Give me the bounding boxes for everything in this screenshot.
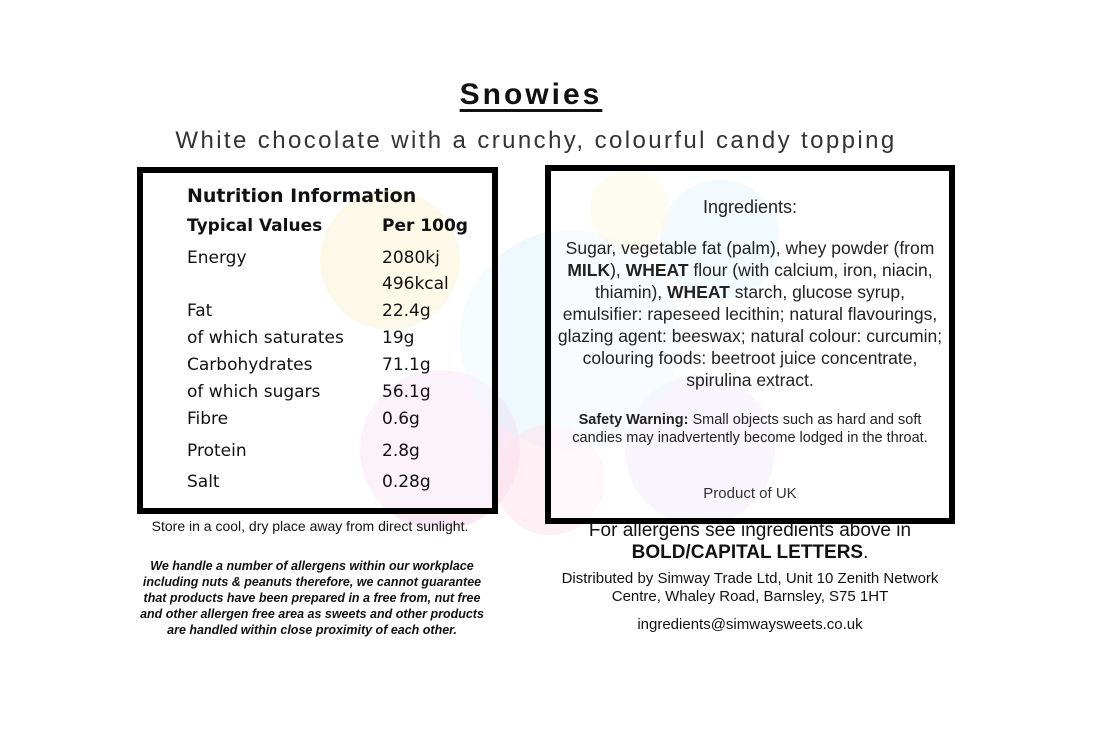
allergen-disclaimer: We handle a number of allergens within our workplace including nuts & peanuts therefore, we cannot guarantee that products have been prepared in a free from, nut free and other allergen free area as sweets and other products are handled within close proximity of each other. — [140, 559, 484, 637]
nutrition-row-value: 56.1g — [382, 382, 431, 402]
distributor-address: Distributed by Simway Trade Ltd, Unit 10 Zenith Network Centre, Whaley Road, Barnsley, S75 1HT — [561, 570, 939, 605]
ingredients-part: starch, glucose syrup, emulsifier: rapeseed lecithin; natural flavourings, glazing agent: beeswax; natural colour: curcumin; colouring foods: beetroot juice concentrate, spirulina extract. — [557, 282, 943, 390]
nutrition-row-value: 2.8g — [382, 441, 420, 461]
safety-warning-label: Safety Warning: — [578, 412, 689, 428]
nutrition-heading: Nutrition Information — [187, 185, 417, 207]
nutrition-row-value: 2080kj — [382, 248, 440, 268]
nutrition-row-value: 0.6g — [382, 409, 420, 429]
contact-email: ingredients@simwaysweets.co.uk — [637, 616, 863, 633]
nutrition-row-value: 71.1g — [382, 355, 431, 375]
ingredients-part: ), — [610, 260, 626, 280]
nutrition-row-label: Energy — [187, 248, 247, 268]
ingredients-part: flour (with calcium, iron, niacin, thiamin), — [595, 260, 933, 302]
nutrition-col-label: Typical Values — [187, 216, 323, 236]
nutrition-row-label: Fat — [187, 301, 213, 321]
ingredients-panel — [545, 165, 955, 524]
nutrition-row-value: 496kcal — [382, 274, 449, 294]
product-title: Snowies — [459, 78, 603, 111]
nutrition-row-label: of which saturates — [187, 328, 344, 348]
nutrition-row-value: 0.28g — [382, 472, 431, 492]
nutrition-row-label: Salt — [187, 472, 220, 492]
ingredients-part: Sugar, vegetable fat (palm), whey powder (from — [565, 238, 935, 258]
allergen-note-end: . — [863, 542, 869, 563]
ingredients-heading: Ingredients: — [702, 197, 798, 217]
safety-warning-text: Small objects such as hard and soft candies may inadvertently become lodged in the throat. — [572, 412, 928, 446]
nutrition-row-label: of which sugars — [187, 382, 321, 402]
storage-instructions: Store in a cool, dry place away from direct sunlight. — [151, 518, 469, 534]
allergen-note — [545, 520, 955, 564]
product-origin: Product of UK — [703, 485, 797, 502]
nutrition-row-label: Carbohydrates — [187, 355, 313, 375]
product-description: White chocolate with a crunchy, colourful candy topping — [175, 127, 897, 154]
allergen-note-text: For allergens see ingredients above in — [588, 520, 912, 541]
allergen-wheat: WHEAT — [667, 282, 730, 302]
nutrition-panel — [137, 167, 498, 514]
allergen-wheat: WHEAT — [625, 260, 689, 280]
nutrition-row-label: Protein — [187, 441, 247, 461]
allergen-note-bold: BOLD/CAPITAL LETTERS — [631, 542, 864, 563]
nutrition-row-value: 22.4g — [382, 301, 431, 321]
ingredients-text — [557, 237, 943, 391]
nutrition-row-value: 19g — [382, 328, 415, 348]
allergen-milk: MILK — [567, 260, 611, 280]
nutrition-col-value: Per 100g — [382, 216, 468, 236]
safety-warning — [555, 411, 945, 447]
nutrition-row-label: Fibre — [187, 409, 229, 429]
